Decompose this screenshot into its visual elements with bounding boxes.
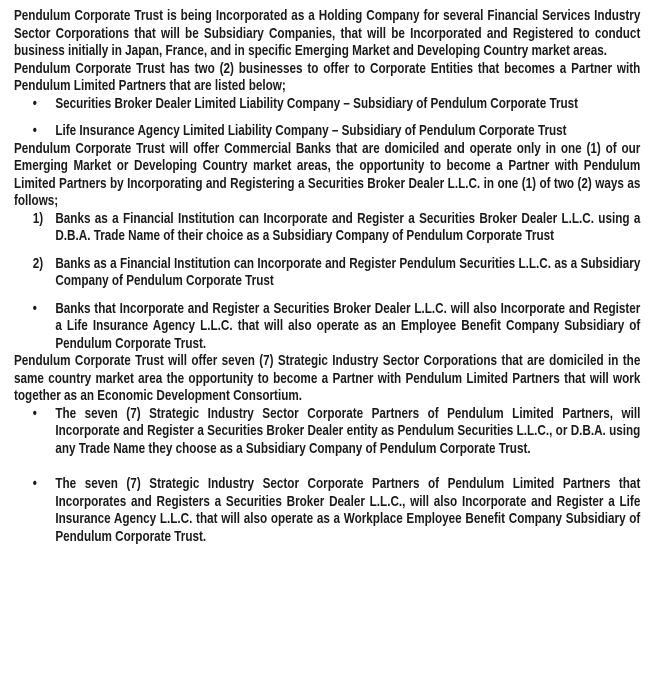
numbered-list-bank-options: [14, 210, 640, 353]
paragraph-consortium: Pendulum Corporate Trust will offer seven (7) Strategic Industry Sector Corporations that are domiciled in the same country market area the opportunity to become a Partner with Pendulum Limited Partners that will work together as an Economic Development Consortium.: [14, 352, 641, 404]
list-item: [14, 475, 640, 545]
document-body: [14, 7, 640, 545]
number-marker: 2): [32, 254, 44, 272]
list-item-text: Banks that Incorporate and Register a Securities Broker Dealer L.L.C. will also Incorporate and Register a Life Insurance Agency L.L.C. that will also operate as an Employee Benefit Company Subsidiary of Pendulum Corporate Trust.: [55, 299, 641, 352]
paragraph-two-businesses: Pendulum Corporate Trust has two (2) businesses to offer to Corporate Entities that becomes a Partner with Pendulum Limited Partners that are listed below;: [14, 59, 641, 94]
bullet-list-strategic-partners: [14, 405, 640, 546]
paragraph-commercial-banks: Pendulum Corporate Trust will offer Commercial Banks that are domiciled and operate only in one (1) of our Emerging Market or Developing Country market areas, the opportunity to become a Partner with Pendulum Limited Partners by Incorporating and Registering a Securities Broker Dealer L.L.C. in one (1) of two (2) ways as follows;: [14, 139, 641, 209]
bullet-icon: •: [32, 299, 37, 317]
numbered-item: [14, 255, 640, 290]
list-item: [14, 122, 640, 140]
list-item-text: The seven (7) Strategic Industry Sector Corporate Partners of Pendulum Limited Partners that Incorporates and Registers a Securities Broker Dealer L.L.C., will also Incorporate and Register a Life Insurance Agency L.L.C. that will also operate as a Workplace Employee Benefit Company Subsidiary of Pendulum Corporate Trust.: [55, 475, 641, 545]
bullet-icon: •: [32, 94, 37, 112]
paragraph-holding-company: Pendulum Corporate Trust is being Incorporated as a Holding Company for several Financial Services Industry Sector Corporations that will be Subsidiary Companies, that will be Incorporated and Registered to conduct business initially in Japan, France, and in specific Emerging Market and Developing Country market areas.: [14, 7, 641, 59]
list-item: [14, 405, 640, 458]
list-item-text: Banks as a Financial Institution can Incorporate and Register Pendulum Securities L.L.C. as a Subsidiary Company of Pendulum Corporate Trust: [55, 254, 641, 289]
list-item-text: Banks as a Financial Institution can Incorporate and Register a Securities Broker Dealer L.L.C. using a D.B.A. Trade Name of their choice as a Subsidiary Company of Pendulum Corporate Trust: [55, 209, 641, 244]
list-item-text: The seven (7) Strategic Industry Sector Corporate Partners of Pendulum Limited Partners, will Incorporate and Register a Securities Broker Dealer entity as Pendulum Securities L.L.C., or D.B.A. using any Trade Name they choose as a Subsidiary Company of Pendulum Corporate Trust.: [55, 404, 641, 457]
bullet-icon: •: [32, 404, 37, 422]
bullet-icon: •: [32, 122, 37, 139]
numbered-item: [14, 210, 640, 245]
list-item: [14, 300, 640, 353]
bullet-icon: •: [32, 475, 37, 492]
list-item: [14, 95, 640, 113]
number-marker: 1): [32, 209, 44, 227]
list-item-text: Securities Broker Dealer Limited Liability Company – Subsidiary of Pendulum Corporate Trust: [55, 94, 579, 112]
bullet-list-businesses: [14, 95, 640, 140]
list-item-text: Life Insurance Agency Limited Liability Company – Subsidiary of Pendulum Corporate Trust: [55, 122, 567, 139]
